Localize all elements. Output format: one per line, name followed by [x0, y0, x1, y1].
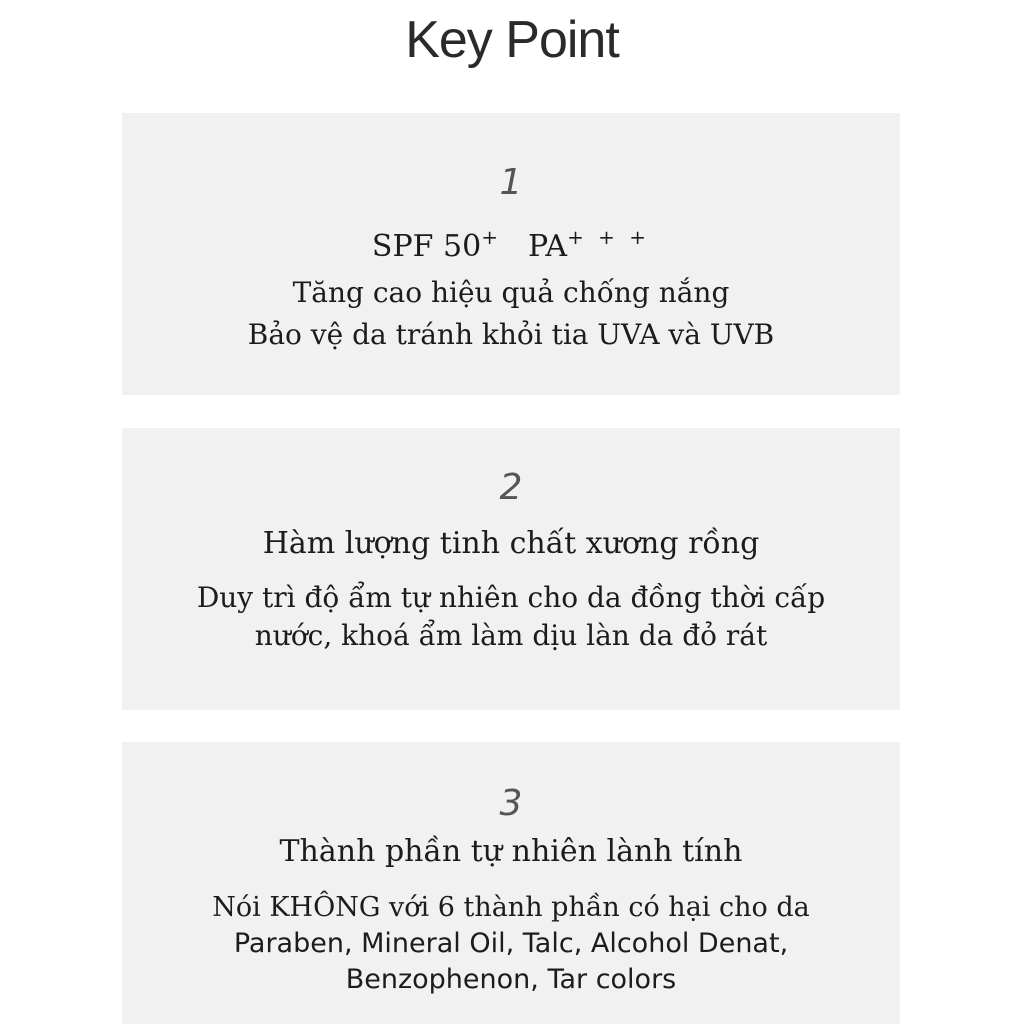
- point-line: Paraben, Mineral Oil, Talc, Alcohol Denat,: [233, 928, 789, 959]
- point-number: 1: [499, 162, 523, 203]
- key-point-card-2: [122, 428, 900, 710]
- point-line: Nói KHÔNG với 6 thành phần có hại cho da: [212, 892, 810, 923]
- point-number: 2: [499, 467, 523, 508]
- spf-plus: +: [481, 225, 502, 249]
- point-line: nước, khoá ẩm làm dịu làn da đỏ rát: [254, 619, 768, 652]
- spf-pa-headline: [122, 227, 900, 269]
- point-line: Bảo vệ da tránh khỏi tia UVA và UVB: [247, 318, 775, 351]
- pa-plus: + + +: [567, 225, 651, 249]
- point-line: Duy trì độ ẩm tự nhiên cho da đồng thời cấp: [196, 581, 826, 614]
- point-line: Benzophenon, Tar colors: [345, 964, 677, 995]
- spf-label: SPF 50: [371, 229, 482, 264]
- point-number: 3: [499, 783, 523, 824]
- point-headline: Thành phần tự nhiên lành tính: [279, 834, 743, 869]
- point-line: Tăng cao hiệu quả chống nắng: [292, 276, 730, 309]
- point-headline: Hàm lượng tinh chất xương rồng: [262, 526, 760, 561]
- page-title: Key Point: [405, 11, 619, 69]
- pa-label: PA: [527, 229, 568, 264]
- key-point-card-1: [122, 113, 900, 395]
- key-point-card-3: [122, 742, 900, 1024]
